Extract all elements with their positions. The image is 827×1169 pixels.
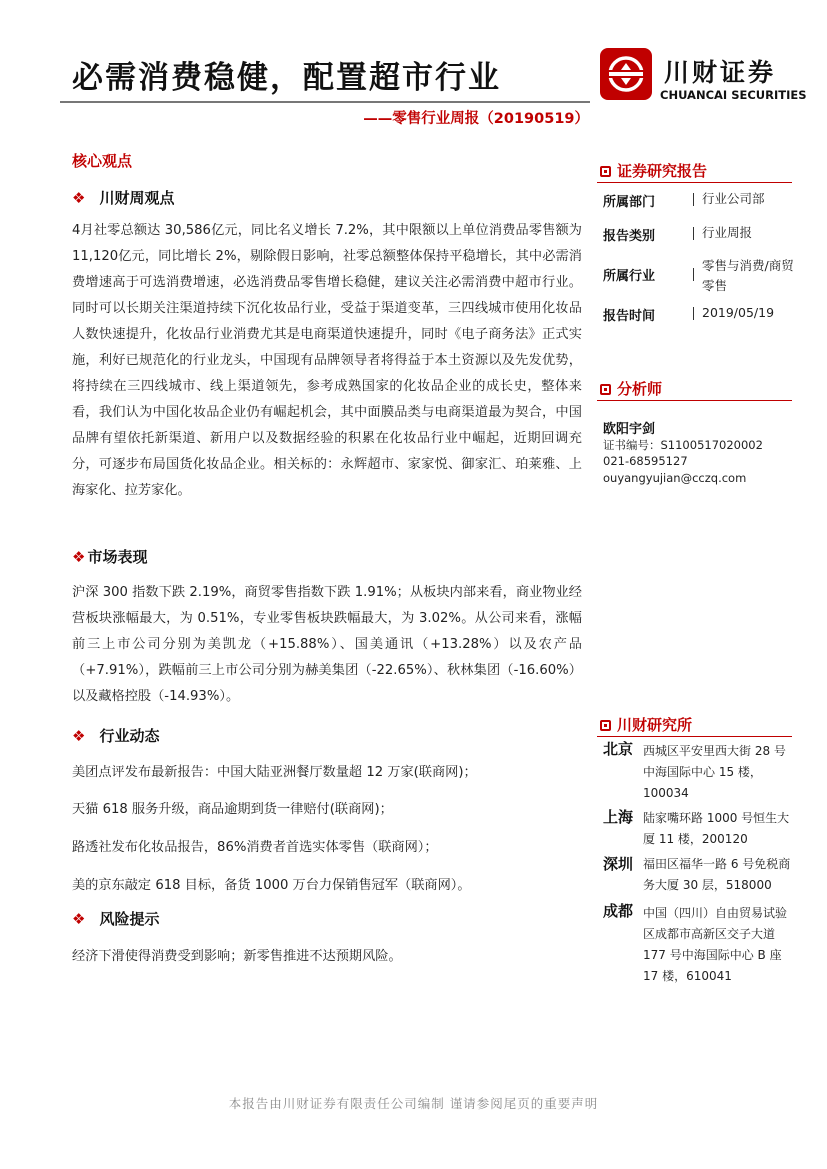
news-item: 美团点评发布最新报告：中国大陆亚洲餐厅数量超 12 万家(联商网)；: [72, 765, 477, 780]
diamond-bullet-icon: ❖: [72, 727, 86, 745]
news-item: 天猫 618 服务升级，商品逾期到货一律赔付(联商网)；: [72, 802, 393, 817]
weekly-view-paragraph: [72, 218, 582, 504]
section-heading-industry-news: [72, 725, 159, 746]
sidebar-heading-text: 分析师: [617, 380, 663, 398]
info-value: 行业公司部: [702, 191, 765, 206]
sidebar-divider: [597, 182, 792, 183]
info-value: 2019/05/19: [702, 305, 775, 320]
office-city: 成都: [603, 902, 634, 920]
title-divider: [60, 101, 590, 103]
office-address: 福田区福华一路 6 号免税商务大厦 30 层，518000: [643, 857, 791, 892]
analyst-name: 欧阳宇剑: [603, 422, 656, 437]
office-city: 北京: [603, 740, 634, 758]
sidebar-heading-analyst: [600, 378, 662, 399]
paragraph-text: 沪深 300 指数下跌 2.19%，商贸零售指数下跌 1.91%；从板块内部来看，商业物业经营板块涨幅最大，为 0.51%，专业零售板块跌幅最大，为 3.02%。从公司来看，涨幅前三上市公司分别为美凯龙（+15.88%）、国美通讯（+13.28%）以及农产品（+7.91%），跌幅前三上市公司分别为赫美集团（-22.65%）、秋林集团（-16.60%）以及藏格控股（-14.93%）。: [72, 585, 582, 704]
info-label: 报告类别: [603, 229, 656, 244]
section-box-icon: [600, 166, 611, 177]
info-separator: [693, 227, 694, 240]
report-subtitle: ——零售行业周报（20190519）: [363, 111, 589, 127]
section-heading-risk: [72, 908, 159, 929]
diamond-bullet-icon: ❖: [72, 548, 86, 566]
sidebar-divider: [597, 736, 792, 737]
office-city: 上海: [603, 808, 634, 826]
market-paragraph: [72, 580, 582, 710]
core-view-title: 核心观点: [72, 152, 133, 170]
office-address: 西城区平安里西大街 28 号中海国际中心 15 楼，100034: [643, 744, 786, 800]
sidebar-heading-research-report: [600, 160, 707, 181]
section-heading-weekly-view: [72, 187, 174, 208]
analyst-email[interactable]: ouyangyujian@cczq.com: [603, 471, 747, 485]
analyst-phone: 021-68595127: [603, 454, 688, 468]
logo-text-en: CHUANCAI SECURITIES: [660, 88, 807, 102]
info-label: 报告时间: [603, 309, 656, 324]
section-heading-market: [72, 546, 147, 567]
info-value: 零售与消费/商贸零售: [702, 258, 794, 293]
logo-text-cn: 川财证券: [664, 58, 777, 87]
office-address: 陆家嘴环路 1000 号恒生大厦 11 楼，200120: [643, 811, 790, 846]
news-item: 路透社发布化妆品报告，86%消费者首选实体零售（联商网）；: [72, 840, 438, 855]
chuancai-logo-icon: [600, 48, 652, 100]
office-city: 深圳: [603, 855, 634, 873]
diamond-bullet-icon: ❖: [72, 189, 86, 207]
sidebar-divider: [597, 400, 792, 401]
news-item: 美的京东敲定 618 目标，备货 1000 万台力保销售冠军（联商网）。: [72, 878, 471, 893]
analyst-cert: 证书编号：S1100517020002: [603, 438, 763, 452]
section-heading-text: 风险提示: [99, 910, 160, 928]
section-box-icon: [600, 384, 611, 395]
section-heading-text: 市场表现: [87, 548, 148, 566]
info-separator: [693, 268, 694, 281]
section-heading-text: 行业动态: [99, 727, 160, 745]
info-label: 所属行业: [603, 269, 656, 284]
info-label: 所属部门: [603, 195, 656, 210]
footer-disclaimer: 本报告由川财证券有限责任公司编制 谨请参阅尾页的重要声明: [228, 1096, 599, 1111]
risk-paragraph: 经济下滑使得消费受到影响；新零售推进不达预期风险。: [72, 949, 402, 964]
info-separator: [693, 193, 694, 206]
paragraph-text: 4月社零总额达 30,586亿元，同比名义增长 7.2%，其中限额以上单位消费品零售额为 11,120亿元，同比增长 2%，剔除假日影响，社零总额整体保持平稳增长，其中必需消费增速高于可选消费增速，必选消费品零售增长稳健，建议关注必需消费中超市行业。同时可以长期关注渠道持续下沉化妆品行业，受益于渠道变革，三四线城市使用化妆品人数快速提升，化妆品行业消费尤其是电商渠道快速提升，同时《电子商务法》正式实施，利好已规范化的行业龙头，中国现有品牌领导者将得益于本土资源以及先发优势，将持续在三四线城市、线上渠道领先，参考成熟国家的化妆品企业的成长史，整体来看，我们认为中国化妆品企业仍有崛起机会，其中面膜品类与电商渠道最为契合，中国品牌有望依托新渠道、新用户以及数据经验的积累在化妆品行业中崛起，近期回调充分，可逐步布局国货化妆品企业。相关标的：永辉超市、家家悦、御家汇、珀莱雅、上海家化、拉芳家化。: [72, 223, 582, 498]
info-separator: [693, 307, 694, 320]
office-address: 中国（四川）自由贸易试验区成都市高新区交子大道 177 号中海国际中心 B 座 17 楼，610041: [643, 906, 788, 983]
sidebar-heading-text: 川财研究所: [617, 716, 693, 734]
report-title: 必需消费稳健，配置超市行业: [72, 60, 501, 96]
info-value: 行业周报: [702, 225, 753, 240]
diamond-bullet-icon: ❖: [72, 910, 86, 928]
sidebar-heading-text: 证券研究报告: [617, 162, 708, 180]
section-box-icon: [600, 720, 611, 731]
section-heading-text: 川财周观点: [99, 189, 175, 207]
sidebar-heading-institute: [600, 714, 692, 735]
